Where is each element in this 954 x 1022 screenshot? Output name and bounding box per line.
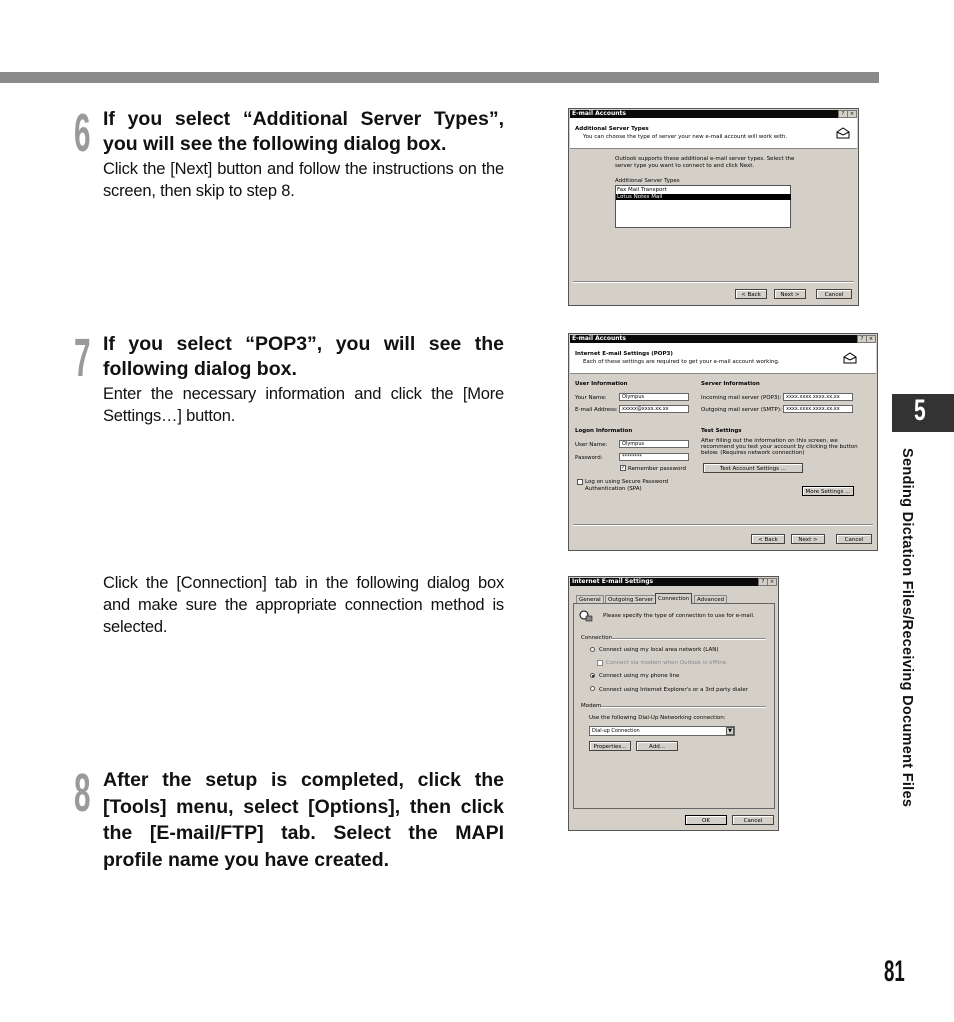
step-8-number: 8 — [74, 763, 91, 823]
step-7-heading: If you select “POP3”, you will see the following dialog box. — [103, 333, 504, 380]
radio-lan[interactable] — [590, 647, 595, 652]
tab-advanced[interactable]: Advanced — [694, 595, 727, 604]
next-button[interactable]: Next > — [774, 289, 806, 299]
help-button[interactable]: ? — [838, 110, 848, 118]
step-7-body: Enter the necessary information and click the [More Settings…] button. — [103, 385, 504, 425]
radio-phone-line[interactable] — [590, 673, 595, 678]
cancel-button[interactable]: Cancel — [836, 534, 872, 544]
dialog-pop3-settings — [568, 333, 878, 551]
option-ie-dialer: Connect using Internet Explorer's or a 3rd party dialer — [599, 687, 748, 693]
dialog-title-bar — [570, 578, 777, 586]
test-text-line-1: After filling out the information on this screen, we — [701, 438, 838, 444]
remember-password-checkbox[interactable]: ✓ — [621, 465, 626, 471]
divider — [611, 638, 766, 640]
chevron-down-icon[interactable]: ▼ — [726, 727, 734, 735]
password-label: Password: — [575, 455, 603, 461]
help-button[interactable]: ? — [758, 578, 768, 586]
divider — [601, 706, 766, 708]
email-field[interactable]: xxxxx@xxxx.xx.xx — [619, 405, 689, 413]
step-8-heading: After the setup is completed, click the [Tools] menu, select [Options], then click the [E-mail/FTP] tab. Select the MAPI profile name you have created. — [103, 769, 504, 871]
ok-button[interactable]: OK — [685, 815, 727, 825]
remember-password-label: Remember password — [628, 466, 687, 472]
mail-server-icon — [835, 126, 851, 140]
test-text-line-3: below. (Requires network connection) — [701, 450, 805, 456]
dialog-header — [570, 343, 876, 374]
connection-icon — [579, 610, 593, 622]
option-lan: Connect using my local area network (LAN) — [599, 647, 719, 653]
modem-offline-checkbox[interactable] — [597, 660, 603, 666]
chapter-tab — [892, 394, 954, 432]
back-button[interactable]: < Back — [751, 534, 785, 544]
incoming-server-field[interactable]: xxxx.xxxx.xxxx.xx.xx — [783, 393, 853, 401]
test-settings-label: Test Settings — [701, 428, 742, 434]
top-rule — [0, 72, 879, 83]
header-subtitle: You can choose the type of server your new e-mail account will work with. — [583, 134, 788, 140]
connection-prompt: Please specify the type of connection to use for e-mail. — [603, 613, 755, 619]
more-settings-button[interactable]: More Settings ... — [802, 486, 854, 496]
spa-checkbox[interactable] — [577, 479, 583, 485]
your-name-label: Your Name: — [575, 395, 607, 401]
username-label: User Name: — [575, 442, 608, 448]
list-item[interactable]: Fax Mail Transport — [617, 187, 667, 193]
test-text-line-2: recommend you test your account by clicking the button — [701, 444, 858, 450]
properties-button[interactable]: Properties... — [589, 741, 631, 751]
dialog-additional-server-types — [568, 108, 859, 306]
tab-general[interactable]: General — [576, 595, 604, 604]
username-field[interactable]: Olympus — [619, 440, 689, 448]
list-label: Additional Server Types — [615, 178, 680, 184]
outgoing-server-field[interactable]: xxxx.xxxx.xxxx.xx.xx — [783, 405, 853, 413]
outgoing-label: Outgoing mail server (SMTP): — [701, 407, 782, 413]
close-button[interactable]: × — [866, 335, 876, 343]
step-6-number: 6 — [74, 103, 91, 163]
spa-label-line-2: Authentication (SPA) — [585, 486, 642, 492]
intro-line-1: Outlook supports these additional e-mail server types. Select the — [615, 156, 795, 162]
dialog-title: E-mail Accounts — [572, 110, 626, 117]
password-field[interactable]: ******** — [619, 453, 689, 461]
close-button[interactable]: × — [767, 578, 777, 586]
intro-line-2: server type you want to connect to and click Next. — [615, 163, 755, 169]
cancel-button[interactable]: Cancel — [732, 815, 774, 825]
chapter-title — [895, 448, 917, 860]
option-modem-offline: Connect via modem when Outlook is offline — [606, 660, 727, 666]
step-7-number: 7 — [74, 328, 91, 388]
dialog-title-bar — [570, 335, 876, 343]
option-phone-line: Connect using my phone line — [599, 673, 680, 679]
help-button[interactable]: ? — [857, 335, 867, 343]
add-button[interactable]: Add... — [636, 741, 678, 751]
dialog-internet-email-settings — [568, 576, 779, 831]
divider — [573, 281, 854, 283]
dialog-title: E-mail Accounts — [572, 335, 626, 342]
user-info-label: User Information — [575, 381, 628, 387]
step-7-connection-note: Click the [Connection] tab in the following dialog box and make sure the appropriate connection method is selected. — [103, 574, 504, 636]
dialog-header — [570, 118, 857, 149]
test-account-settings-button[interactable]: Test Account Settings ... — [703, 463, 803, 473]
chapter-number: 5 — [914, 394, 926, 427]
step-6-body: Click the [Next] button and follow the instructions on the screen, then skip to step 8. — [103, 160, 504, 200]
your-name-field[interactable]: Olympus — [619, 393, 689, 401]
modem-group-label: Modem — [581, 703, 602, 709]
dialog-title: Internet E-mail Settings — [572, 578, 654, 585]
chapter-title-text: Sending Dictation Files/Receiving Document Files — [899, 448, 915, 808]
use-following-label: Use the following Dial-Up Networking connection: — [589, 715, 726, 721]
step-6-heading: If you select “Additional Server Types”, you will see the following dialog box. — [103, 108, 504, 155]
server-info-label: Server Information — [701, 381, 760, 387]
header-title: Additional Server Types — [575, 126, 649, 132]
spa-label-line-1: Log on using Secure Password — [585, 479, 669, 485]
mail-server-icon — [842, 351, 858, 365]
back-button[interactable]: < Back — [735, 289, 767, 299]
tab-outgoing-server[interactable]: Outgoing Server — [605, 595, 656, 604]
cancel-button[interactable]: Cancel — [816, 289, 852, 299]
next-button[interactable]: Next > — [791, 534, 825, 544]
server-type-list[interactable] — [615, 185, 791, 228]
dialog-title-bar — [570, 110, 857, 118]
page-number: 81 — [884, 955, 905, 988]
radio-ie-dialer[interactable] — [590, 686, 595, 691]
tab-connection[interactable]: Connection — [655, 593, 692, 604]
dialup-select[interactable]: Dial-up Connection — [589, 726, 735, 736]
header-title: Internet E-mail Settings (POP3) — [575, 351, 673, 357]
incoming-label: Incoming mail server (POP3): — [701, 395, 782, 401]
header-subtitle: Each of these settings are required to get your e-mail account working. — [583, 359, 780, 365]
logon-info-label: Logon Information — [575, 428, 633, 434]
list-item-selected[interactable]: Lotus Notes Mail — [616, 194, 791, 200]
close-button[interactable]: × — [847, 110, 857, 118]
divider — [573, 524, 873, 526]
email-label: E-mail Address: — [575, 407, 618, 413]
connection-group-label: Connection — [581, 635, 613, 641]
